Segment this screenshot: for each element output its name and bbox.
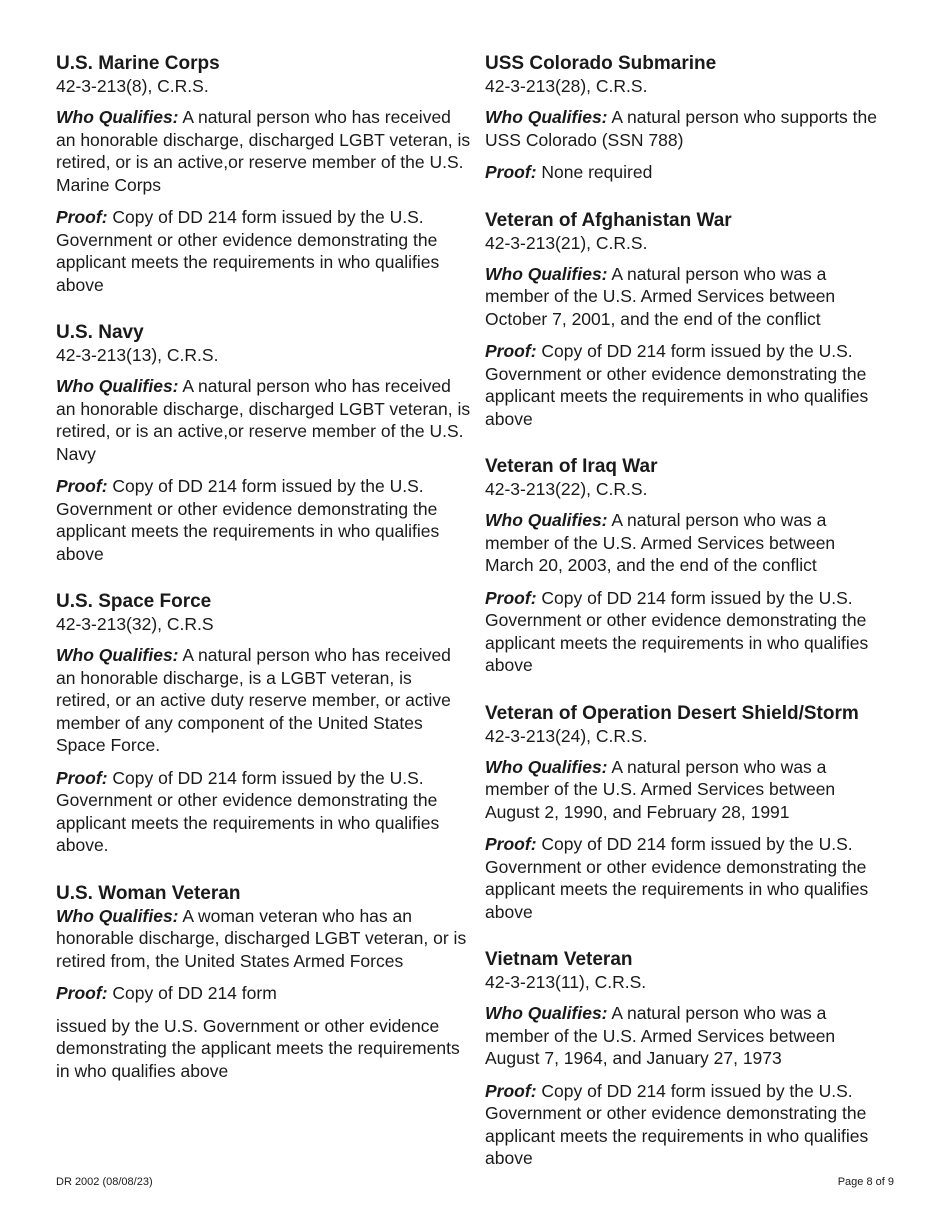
who-qualifies-label: Who Qualifies: bbox=[485, 107, 608, 127]
entry-title: Veteran of Afghanistan War bbox=[485, 209, 732, 231]
who-qualifies-label: Who Qualifies: bbox=[485, 756, 608, 777]
who-qualifies-text: A natural person who has received an honorable discharge, is a LGBT veteran, is retired, or an active duty reserve member, or active member of any component of the United States Space Force. bbox=[56, 645, 451, 755]
proof bbox=[485, 1080, 885, 1170]
who-qualifies-text: A natural person who was a member of the U.S. Armed Services between October 7, 2001, and the end of the conflict bbox=[485, 263, 836, 329]
proof-label: Proof: bbox=[56, 767, 108, 788]
entry-woman-veteran bbox=[56, 883, 471, 1083]
entry-statute: 42-3-213(11), C.R.S. bbox=[485, 972, 647, 992]
who-qualifies-label: Who Qualifies: bbox=[56, 645, 179, 665]
who-qualifies bbox=[485, 263, 885, 331]
entry-navy bbox=[56, 322, 471, 565]
proof-text: Copy of DD 214 form bbox=[112, 983, 277, 1003]
who-qualifies bbox=[485, 1002, 885, 1070]
entry-uss-colorado bbox=[485, 53, 885, 184]
left-column bbox=[56, 53, 471, 1108]
proof bbox=[485, 161, 885, 184]
entry-marine-corps bbox=[56, 53, 471, 296]
proof-label: Proof: bbox=[56, 476, 108, 496]
proof-label: Proof: bbox=[56, 983, 108, 1003]
proof-text: Copy of DD 214 form issued by the U.S. Government or other evidence demonstrating the applicant meets the requirements in who qualifies above bbox=[485, 341, 869, 429]
who-qualifies bbox=[485, 756, 885, 824]
entry-statute: 42-3-213(8), C.R.S. bbox=[56, 76, 209, 96]
entry-statute: 42-3-213(21), C.R.S. bbox=[485, 232, 648, 253]
entry-title: U.S. Navy bbox=[56, 322, 144, 343]
who-qualifies bbox=[56, 644, 471, 757]
entry-title: Veteran of Iraq War bbox=[485, 456, 658, 477]
entry-afghanistan-war bbox=[485, 210, 885, 431]
who-qualifies-label: Who Qualifies: bbox=[485, 263, 608, 284]
who-qualifies-label: Who Qualifies: bbox=[56, 107, 179, 127]
entry-space-force bbox=[56, 591, 471, 857]
entry-desert-shield-storm bbox=[485, 703, 885, 924]
entry-iraq-war bbox=[485, 456, 885, 677]
proof-text: Copy of DD 214 form issued by the U.S. Government or other evidence demonstrating the applicant meets the requirements in who qualifies above bbox=[485, 1080, 869, 1168]
entry-title: U.S. Space Force bbox=[56, 591, 212, 612]
entry-statute: 42-3-213(28), C.R.S. bbox=[485, 76, 648, 96]
proof bbox=[56, 767, 471, 857]
proof-label: Proof: bbox=[485, 162, 537, 182]
who-qualifies bbox=[485, 509, 885, 577]
entry-title: U.S. Woman Veteran bbox=[56, 882, 241, 904]
proof bbox=[56, 475, 471, 565]
proof bbox=[485, 833, 885, 923]
entry-statute: 42-3-213(13), C.R.S. bbox=[56, 345, 219, 365]
proof-text: Copy of DD 214 form issued by the U.S. Government or other evidence demonstrating the applicant meets the requirements in who qualifies above bbox=[485, 587, 869, 675]
entry-statute: 42-3-213(32), C.R.S bbox=[56, 614, 214, 634]
who-qualifies-label: Who Qualifies: bbox=[485, 1003, 608, 1023]
entry-title: Vietnam Veteran bbox=[485, 949, 633, 970]
proof-label: Proof: bbox=[56, 207, 108, 227]
page-number: Page 8 of 9 bbox=[837, 1176, 894, 1188]
who-qualifies-text: A natural person who was a member of the U.S. Armed Services between August 7, 1964, and January 27, 1973 bbox=[485, 1003, 836, 1068]
proof bbox=[485, 340, 885, 430]
who-qualifies-text: A natural person who was a member of the U.S. Armed Services between March 20, 2003, and the end of the conflict bbox=[485, 510, 836, 575]
entry-title: Veteran of Operation Desert Shield/Storm bbox=[485, 702, 859, 724]
who-qualifies-text: A natural person who supports the USS Colorado (SSN 788) bbox=[485, 107, 877, 150]
proof-label: Proof: bbox=[485, 834, 537, 854]
proof-text: None required bbox=[541, 162, 653, 182]
proof-label: Proof: bbox=[485, 1080, 537, 1101]
proof-text: Copy of DD 214 form issued by the U.S. Government or other evidence demonstrating the applicant meets the requirements in who qualifies above bbox=[56, 207, 440, 295]
proof-text: Copy of DD 214 form issued by the U.S. Government or other evidence demonstrating the applicant meets the requirements in who qualifies above. bbox=[56, 767, 440, 855]
proof-text: Copy of DD 214 form issued by the U.S. Government or other evidence demonstrating the applicant meets the requirements in who qualifies above bbox=[56, 476, 440, 564]
entry-title: U.S. Marine Corps bbox=[56, 53, 220, 74]
proof-label: Proof: bbox=[485, 587, 537, 608]
who-qualifies bbox=[485, 106, 885, 151]
who-qualifies bbox=[56, 106, 471, 196]
proof bbox=[56, 982, 471, 1005]
proof bbox=[56, 206, 471, 296]
who-qualifies-text: A woman veteran who has an honorable discharge, discharged LGBT veteran, or is retired from, the United States Armed Forces bbox=[56, 905, 467, 971]
form-id: DR 2002 (08/08/23) bbox=[56, 1176, 153, 1188]
who-qualifies-text: A natural person who was a member of the U.S. Armed Services between August 2, 1990, and February 28, 1991 bbox=[485, 756, 836, 822]
entry-vietnam-veteran bbox=[485, 949, 885, 1170]
who-qualifies bbox=[56, 905, 471, 973]
entry-title: USS Colorado Submarine bbox=[485, 53, 717, 74]
who-qualifies-label: Who Qualifies: bbox=[485, 510, 608, 530]
who-qualifies-label: Who Qualifies: bbox=[56, 905, 179, 926]
who-qualifies-text: A natural person who has received an honorable discharge, discharged LGBT veteran, is retired, or is an active,or reserve member of the U.S. Navy bbox=[56, 376, 471, 464]
proof-text: Copy of DD 214 form issued by the U.S. Government or other evidence demonstrating the applicant meets the requirements in who qualifies above bbox=[485, 834, 869, 922]
right-column bbox=[485, 53, 885, 1196]
who-qualifies-label: Who Qualifies: bbox=[56, 376, 179, 396]
who-qualifies bbox=[56, 375, 471, 465]
entry-statute: 42-3-213(24), C.R.S. bbox=[485, 725, 648, 746]
proof bbox=[485, 587, 885, 677]
proof-continued: issued by the U.S. Government or other evidence demonstrating the applicant meets the requirements in who qualifies above bbox=[56, 1015, 460, 1081]
entry-statute: 42-3-213(22), C.R.S. bbox=[485, 479, 648, 499]
who-qualifies-text: A natural person who has received an honorable discharge, discharged LGBT veteran, is retired, or is an active,or reserve member of the U.S. Marine Corps bbox=[56, 107, 471, 195]
proof-label: Proof: bbox=[485, 341, 537, 361]
